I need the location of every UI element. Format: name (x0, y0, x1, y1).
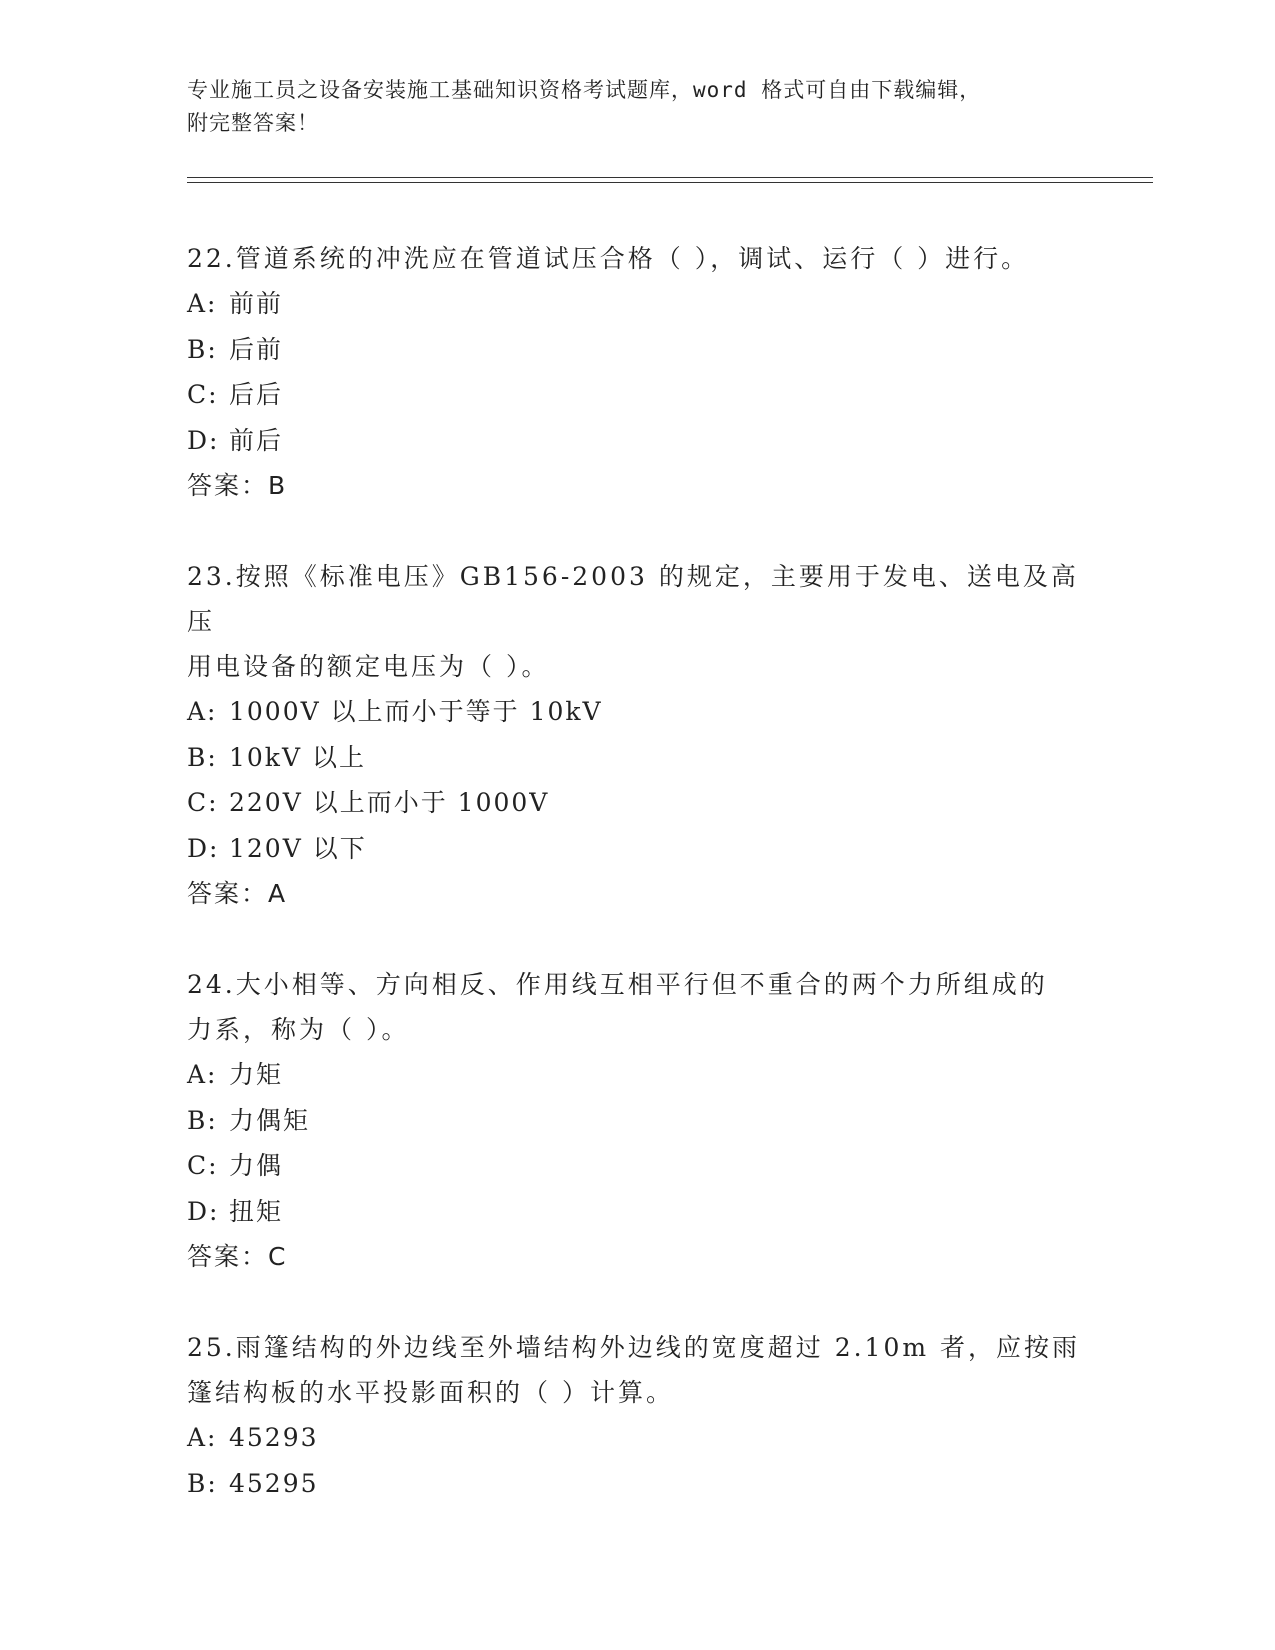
question-text-cont: 篷结构板的水平投影面积的（ ）计算。 (187, 1378, 674, 1407)
header-line-1: 专业施工员之设备安装施工基础知识资格考试题库，word 格式可自由下载编辑， (187, 78, 982, 102)
option-text: 扭矩 (229, 1196, 284, 1226)
header-divider-top (187, 177, 1153, 178)
option-key: C: (187, 788, 219, 817)
option-a (187, 281, 1087, 327)
header-line-2: 附完整答案！ (187, 111, 319, 135)
option-text: 220V 以上而小于 1000V (229, 788, 550, 817)
option-key: B: (187, 334, 218, 364)
question-list (187, 236, 1087, 1552)
question-text-cont: 用电设备的额定电压为（ ）。 (187, 652, 550, 681)
option-text: 前前 (229, 289, 284, 318)
question-text: 24.大小相等、方向相反、作用线互相平行但不重合的两个力所组成的 (187, 970, 1048, 999)
option-a (187, 689, 1087, 735)
option-text: 45295 (229, 1468, 319, 1498)
header-divider-bottom (187, 182, 1153, 183)
option-key: D: (187, 833, 220, 863)
option-c (187, 1143, 1087, 1189)
option-text: 45293 (229, 1423, 319, 1452)
option-key: D: (187, 1196, 220, 1226)
option-key: D: (187, 425, 220, 455)
option-key: A: (187, 697, 218, 726)
option-a (187, 1052, 1087, 1098)
option-key: A: (187, 1423, 218, 1452)
question-text: 25.雨篷结构的外边线至外墙结构外边线的宽度超过 2.10m 者，应按雨 (187, 1333, 1081, 1362)
option-d (187, 1189, 1087, 1235)
answer-line: 答案：A (187, 879, 288, 908)
option-b (187, 327, 1087, 373)
question-text: 23.按照《标准电压》GB156-2003 的规定，主要用于发电、送电及高压 (187, 562, 1079, 636)
option-text: 120V 以下 (229, 833, 367, 863)
option-text: 10kV 以上 (229, 742, 366, 772)
option-b (187, 735, 1087, 781)
question-text: 22.管道系统的冲洗应在管道试压合格（ ），调试、运行（ ）进行。 (187, 244, 1030, 273)
option-text: 1000V 以上而小于等于 10kV (229, 697, 603, 726)
option-key: A: (187, 1060, 218, 1089)
question-text-cont: 力系，称为（ ）。 (187, 1015, 410, 1044)
answer-line: 答案：C (187, 1242, 288, 1271)
option-a (187, 1415, 1087, 1461)
option-c (187, 780, 1087, 826)
question-23 (187, 554, 1087, 916)
option-text: 力偶 (229, 1151, 284, 1180)
option-d (187, 826, 1087, 872)
option-text: 前后 (229, 425, 284, 455)
option-b (187, 1098, 1087, 1144)
option-c (187, 372, 1087, 418)
option-text: 后前 (229, 334, 284, 364)
question-22 (187, 236, 1087, 508)
option-key: B: (187, 1105, 218, 1135)
question-24 (187, 962, 1087, 1279)
document-header (187, 74, 1087, 140)
option-d (187, 418, 1087, 464)
option-key: B: (187, 742, 218, 772)
option-key: B: (187, 1468, 218, 1498)
option-key: C: (187, 1151, 219, 1180)
question-25 (187, 1325, 1087, 1506)
option-text: 力矩 (229, 1060, 284, 1089)
option-key: A: (187, 289, 218, 318)
option-text: 力偶矩 (229, 1105, 311, 1135)
answer-line: 答案：B (187, 471, 288, 500)
option-text: 后后 (229, 380, 284, 409)
option-b (187, 1461, 1087, 1507)
option-key: C: (187, 380, 219, 409)
